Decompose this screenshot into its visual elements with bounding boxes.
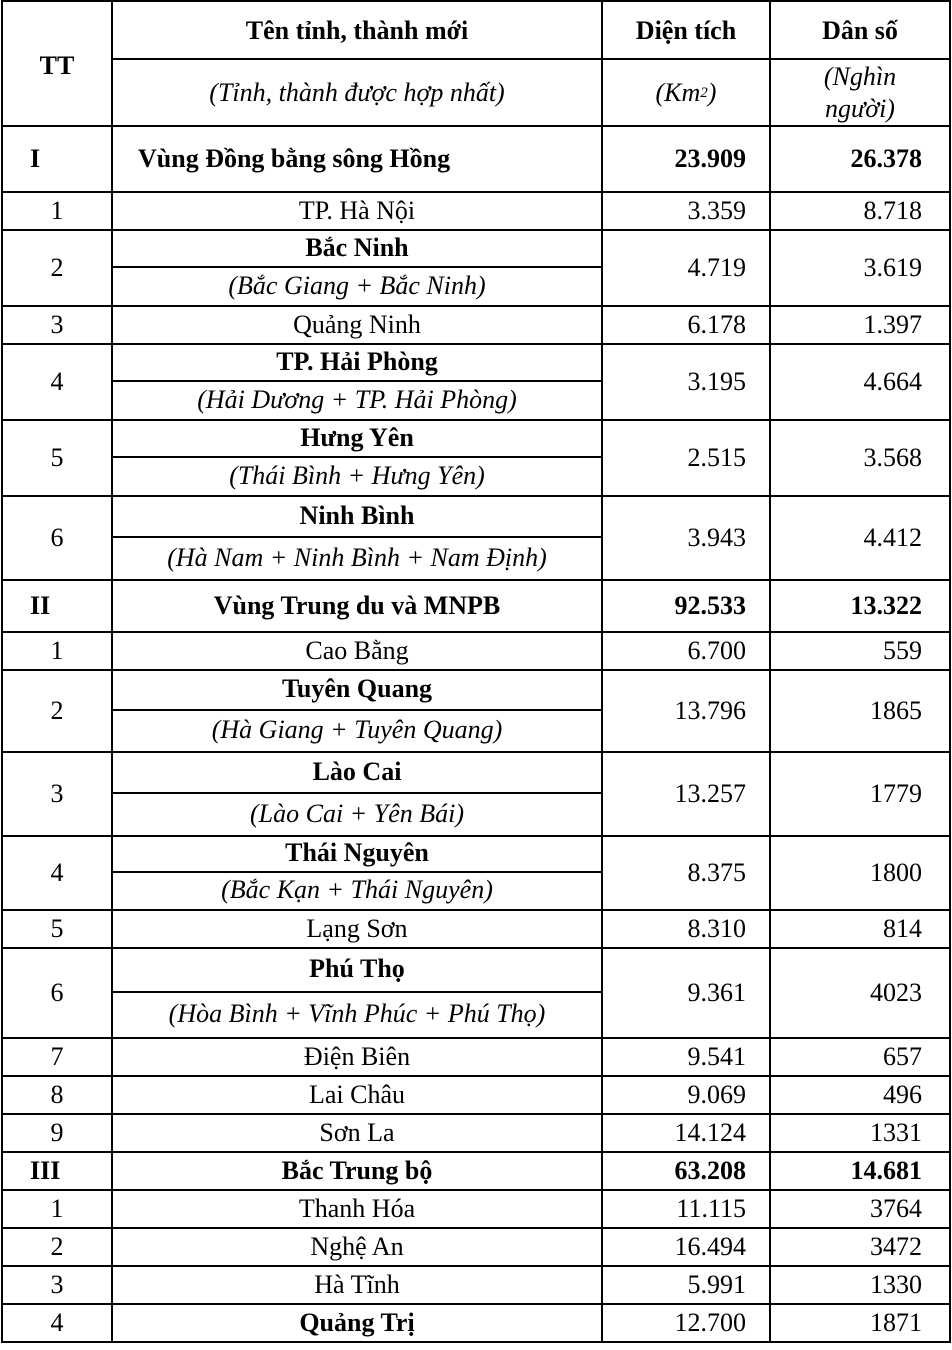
area-value: 3.943 [687, 522, 746, 552]
population-value: 1865 [870, 695, 922, 725]
province-name: Hưng Yên [300, 422, 414, 452]
province-name: Quảng Trị [299, 1307, 415, 1337]
population-value: 1800 [870, 857, 922, 887]
header-pop-unit [770, 60, 950, 126]
province-name: Lào Cai [312, 756, 402, 786]
table-rule [112, 991, 602, 993]
area-value: 5.991 [687, 1269, 746, 1299]
area-value: 14.124 [674, 1117, 746, 1147]
area-value: 3.359 [687, 195, 746, 225]
province-name: Tuyên Quang [281, 674, 433, 704]
pop-unit-line2: người) [825, 94, 895, 123]
province-name: Lai Châu [308, 1079, 406, 1109]
population-value: 13.322 [850, 590, 922, 620]
table-rule [601, 0, 603, 1343]
row-tt: 6 [50, 977, 64, 1007]
header-tt: TT [39, 51, 75, 80]
area-value: 11.115 [676, 1193, 746, 1223]
area-value: 16.494 [674, 1231, 746, 1261]
area-value: 6.700 [687, 635, 746, 665]
table-rule [112, 456, 602, 458]
table-rule [112, 58, 950, 60]
population-value: 3.619 [863, 252, 922, 282]
population-value: 814 [883, 913, 922, 943]
merged-provinces: (Bắc Kạn + Thái Nguyên) [221, 875, 493, 905]
population-value: 496 [883, 1079, 922, 1109]
area-value: 8.310 [687, 913, 746, 943]
area-value: 2.515 [687, 442, 746, 472]
area-value: 6.178 [687, 309, 746, 339]
table-rule [2, 1341, 950, 1343]
region-name: Vùng Đồng bằng sông Hồng [138, 143, 451, 173]
population-value: 3472 [870, 1231, 922, 1261]
area-unit-sup: 2 [700, 84, 708, 101]
area-value: 13.796 [674, 695, 746, 725]
table-rule [112, 380, 602, 382]
population-value: 3764 [870, 1193, 922, 1223]
table-rule [2, 125, 950, 127]
area-value: 92.533 [674, 590, 746, 620]
table-rule [949, 0, 951, 1343]
row-tt: 1 [50, 1193, 64, 1223]
row-tt: 4 [50, 1307, 64, 1337]
province-name: Thanh Hóa [298, 1193, 416, 1223]
row-tt: 2 [50, 695, 64, 725]
row-tt: 1 [50, 635, 64, 665]
province-name: TP. Hải Phòng [276, 346, 438, 376]
row-tt: 7 [50, 1041, 64, 1071]
header-area-unit [602, 60, 770, 126]
row-tt: 2 [50, 1231, 64, 1261]
table-rule [1, 0, 3, 1343]
province-name: Cao Bằng [305, 635, 409, 665]
table-rule [2, 0, 950, 2]
row-tt: 5 [50, 913, 64, 943]
row-tt: 2 [50, 252, 64, 282]
population-value: 4.412 [863, 522, 922, 552]
population-value: 3.568 [863, 442, 922, 472]
row-tt: 5 [50, 442, 64, 472]
population-value: 1331 [870, 1117, 922, 1147]
header-name-subtitle: (Tỉnh, thành được hợp nhất) [209, 77, 505, 107]
merged-provinces: (Hải Dương + TP. Hải Phòng) [197, 384, 517, 414]
area-value: 9.541 [687, 1041, 746, 1071]
table-rule [112, 266, 602, 268]
merged-provinces: (Lào Cai + Yên Bái) [250, 798, 464, 828]
header-area-title: Diện tích [635, 15, 737, 45]
row-tt: 3 [50, 778, 64, 808]
header-name-title: Tên tỉnh, thành mới [245, 15, 469, 45]
area-value: 3.195 [687, 366, 746, 396]
row-tt: III [30, 1155, 61, 1185]
table-rule [769, 0, 771, 1343]
row-tt: 3 [50, 309, 64, 339]
province-name: Điện Biên [303, 1041, 411, 1071]
area-value: 8.375 [687, 857, 746, 887]
province-name: TP. Hà Nội [298, 195, 416, 225]
row-tt: I [30, 143, 41, 173]
row-tt: 3 [50, 1269, 64, 1299]
province-name: Thái Nguyên [285, 838, 429, 868]
area-value: 12.700 [674, 1307, 746, 1337]
area-value: 9.069 [687, 1079, 746, 1109]
table-rule [112, 792, 602, 794]
merged-provinces: (Hà Nam + Ninh Bình + Nam Định) [167, 542, 547, 572]
area-value: 23.909 [674, 143, 746, 173]
population-value: 4.664 [863, 366, 922, 396]
population-value: 1.397 [863, 309, 922, 339]
population-value: 657 [883, 1041, 922, 1071]
province-name: Sơn La [319, 1117, 395, 1147]
area-value: 4.719 [687, 252, 746, 282]
area-value: 9.361 [687, 977, 746, 1007]
province-name: Quảng Ninh [293, 309, 421, 339]
table-rule [111, 0, 113, 1343]
population-value: 1871 [870, 1307, 922, 1337]
population-value: 1330 [870, 1269, 922, 1299]
population-value: 14.681 [850, 1155, 922, 1185]
row-tt: II [30, 590, 51, 620]
merged-provinces: (Bắc Giang + Bắc Ninh) [228, 270, 486, 300]
area-value: 13.257 [674, 778, 746, 808]
province-name: Ninh Bình [299, 500, 415, 530]
row-tt: 9 [50, 1117, 64, 1147]
area-unit-pre: (Km [655, 77, 701, 107]
population-value: 8.718 [863, 195, 922, 225]
population-value: 26.378 [850, 143, 922, 173]
population-value: 4023 [870, 977, 922, 1007]
area-unit-post: ) [707, 77, 717, 107]
table-rule [112, 536, 602, 538]
table-rule [112, 871, 602, 873]
area-value: 63.208 [674, 1155, 746, 1185]
merged-provinces: (Thái Bình + Hưng Yên) [229, 460, 485, 490]
region-name: Bắc Trung bộ [281, 1155, 433, 1185]
merged-provinces: (Hòa Bình + Vĩnh Phúc + Phú Thọ) [168, 999, 546, 1029]
province-name: Bắc Ninh [305, 232, 409, 262]
row-tt: 8 [50, 1079, 64, 1109]
row-tt: 4 [50, 857, 64, 887]
population-value: 1779 [870, 778, 922, 808]
header-pop-title: Dân số [822, 15, 898, 45]
row-tt: 6 [50, 522, 64, 552]
table-rule [112, 709, 602, 711]
province-name: Lạng Sơn [306, 913, 408, 943]
pop-unit-line1: (Nghìn [823, 61, 897, 91]
row-tt: 1 [50, 195, 64, 225]
province-name: Nghệ An [310, 1231, 404, 1261]
region-name: Vùng Trung du và MNPB [213, 590, 501, 620]
province-name: Phú Thọ [309, 954, 405, 984]
row-tt: 4 [50, 366, 64, 396]
merged-provinces: (Hà Giang + Tuyên Quang) [211, 715, 503, 745]
population-value: 559 [883, 635, 922, 665]
province-name: Hà Tĩnh [314, 1269, 400, 1299]
